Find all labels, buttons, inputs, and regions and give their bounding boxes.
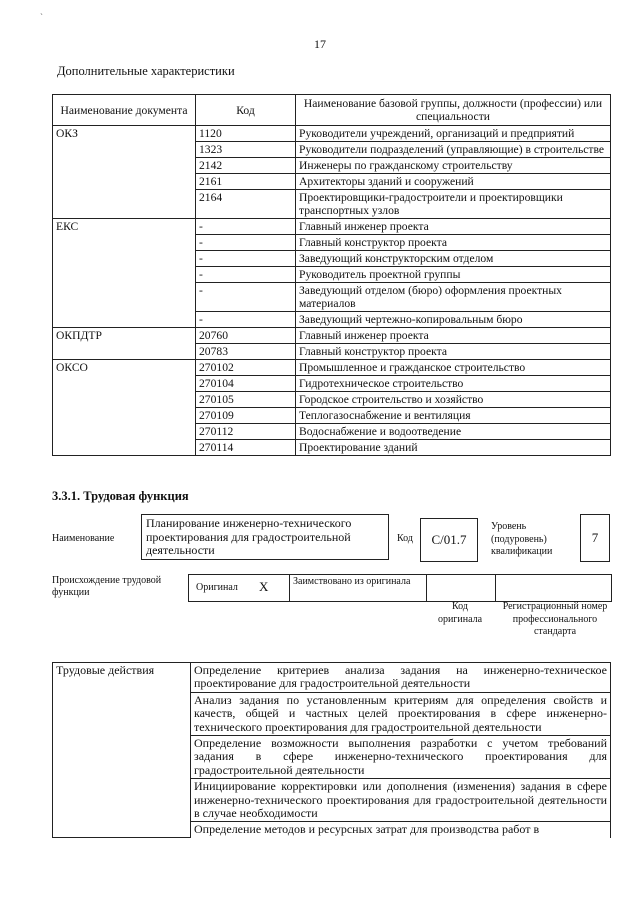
action-item: Определение возможности выполнения разработки с учетом требований задания в сфере инженерно-технического проектирования для градостроительной деятельности — [191, 736, 611, 779]
table-row — [53, 663, 611, 693]
code-cell: 1120 — [196, 126, 296, 142]
code-cell: - — [196, 267, 296, 283]
code-cell: 2142 — [196, 158, 296, 174]
code-cell: - — [196, 283, 296, 312]
table-row — [53, 126, 611, 142]
original-mark: X — [259, 579, 269, 594]
name-cell: Промышленное и гражданское строительство — [296, 360, 611, 376]
name-cell: Проектировщики-градостроители и проектировщики транспортных узлов — [296, 190, 611, 219]
doc-cell: ОКЗ — [53, 126, 196, 219]
name-cell: Проектирование зданий — [296, 440, 611, 456]
code-cell: 270112 — [196, 424, 296, 440]
code-cell: 2161 — [196, 174, 296, 190]
level-label: Уровень (подуровень) квалификации — [491, 521, 553, 557]
name-cell: Теплогазоснабжение и вентиляция — [296, 408, 611, 424]
origin-divider — [289, 575, 290, 601]
code-cell: - — [196, 312, 296, 328]
table-row — [53, 219, 611, 235]
name-cell: Руководители подразделений (управляющие) в строительстве — [296, 142, 611, 158]
original-label: Оригинал — [196, 582, 238, 593]
name-cell: Заведующий чертежно-копировальным бюро — [296, 312, 611, 328]
doc-cell: ОКСО — [53, 360, 196, 456]
extra-characteristics-table — [52, 94, 611, 456]
code-cell: 2164 — [196, 190, 296, 219]
table-row — [53, 328, 611, 344]
action-item: Анализ задания по установленным критериям для определения свойств и качеств, общей и частных целей проектирования в сфере инженерно-технического проектирования для градостроительной деятельности — [191, 692, 611, 735]
name-cell: Главный инженер проекта — [296, 328, 611, 344]
code-cell: 20760 — [196, 328, 296, 344]
origin-divider — [426, 575, 427, 601]
name-cell: Гидротехническое строительство — [296, 376, 611, 392]
name-cell: Руководители учреждений, организаций и предприятий — [296, 126, 611, 142]
function-name-value: Планирование инженерно-технического проектирования для градостроительной деятельности — [141, 514, 389, 560]
level-value: 7 — [580, 514, 610, 562]
name-cell: Городское строительство и хозяйство — [296, 392, 611, 408]
code-cell: 270104 — [196, 376, 296, 392]
code-cell: 270102 — [196, 360, 296, 376]
action-item: Инициирование корректировки или дополнения (изменения) задания в сфере инженерно-технического проектирования для градостроительной деятельности в случае необходимости — [191, 779, 611, 822]
name-cell: Архитекторы зданий и сооружений — [296, 174, 611, 190]
reg-number-label: Регистрационный номер профессионального стандарта — [502, 601, 608, 637]
code-cell: 1323 — [196, 142, 296, 158]
doc-cell: ЕКС — [53, 219, 196, 328]
name-cell: Главный конструктор проекта — [296, 344, 611, 360]
name-cell: Заведующий конструкторским отделом — [296, 251, 611, 267]
labor-actions-table — [52, 662, 611, 838]
actions-label: Трудовые действия — [53, 663, 191, 838]
action-item: Определение критериев анализа задания на инженерно-техническое проектирование для градостроительной деятельности — [191, 663, 611, 693]
origin-code-label: Код оригинала — [437, 601, 483, 625]
code-cell: 270109 — [196, 408, 296, 424]
origin-label: Происхождение трудовой функции — [52, 575, 162, 598]
code-cell: 20783 — [196, 344, 296, 360]
name-cell: Водоснабжение и водоотведение — [296, 424, 611, 440]
code-cell: - — [196, 251, 296, 267]
code-cell: 270114 — [196, 440, 296, 456]
code-cell: 270105 — [196, 392, 296, 408]
code-cell: - — [196, 219, 296, 235]
function-code-value: С/01.7 — [420, 518, 478, 562]
corner-mark: ` — [40, 12, 43, 22]
doc-cell: ОКПДТР — [53, 328, 196, 360]
code-label: Код — [397, 533, 413, 544]
borrowed-label: Заимствовано из оригинала — [293, 576, 411, 587]
page-number: 17 — [314, 37, 326, 51]
header-doc: Наименование документа — [53, 95, 196, 126]
header-name: Наименование базовой группы, должности (профессии) или специальности — [296, 95, 611, 126]
name-label: Наименование — [52, 533, 115, 544]
name-cell: Инженеры по гражданскому строительству — [296, 158, 611, 174]
function-title: 3.3.1. Трудовая функция — [52, 489, 189, 503]
action-item: Определение методов и ресурсных затрат для производства работ в — [191, 822, 611, 838]
name-cell: Заведующий отделом (бюро) оформления проектных материалов — [296, 283, 611, 312]
origin-divider — [495, 575, 496, 601]
section-title: Дополнительные характеристики — [57, 64, 235, 78]
name-cell: Главный конструктор проекта — [296, 235, 611, 251]
name-cell: Руководитель проектной группы — [296, 267, 611, 283]
table-row — [53, 360, 611, 376]
name-cell: Главный инженер проекта — [296, 219, 611, 235]
table-header-row — [53, 95, 611, 126]
code-cell: - — [196, 235, 296, 251]
header-code: Код — [196, 95, 296, 126]
